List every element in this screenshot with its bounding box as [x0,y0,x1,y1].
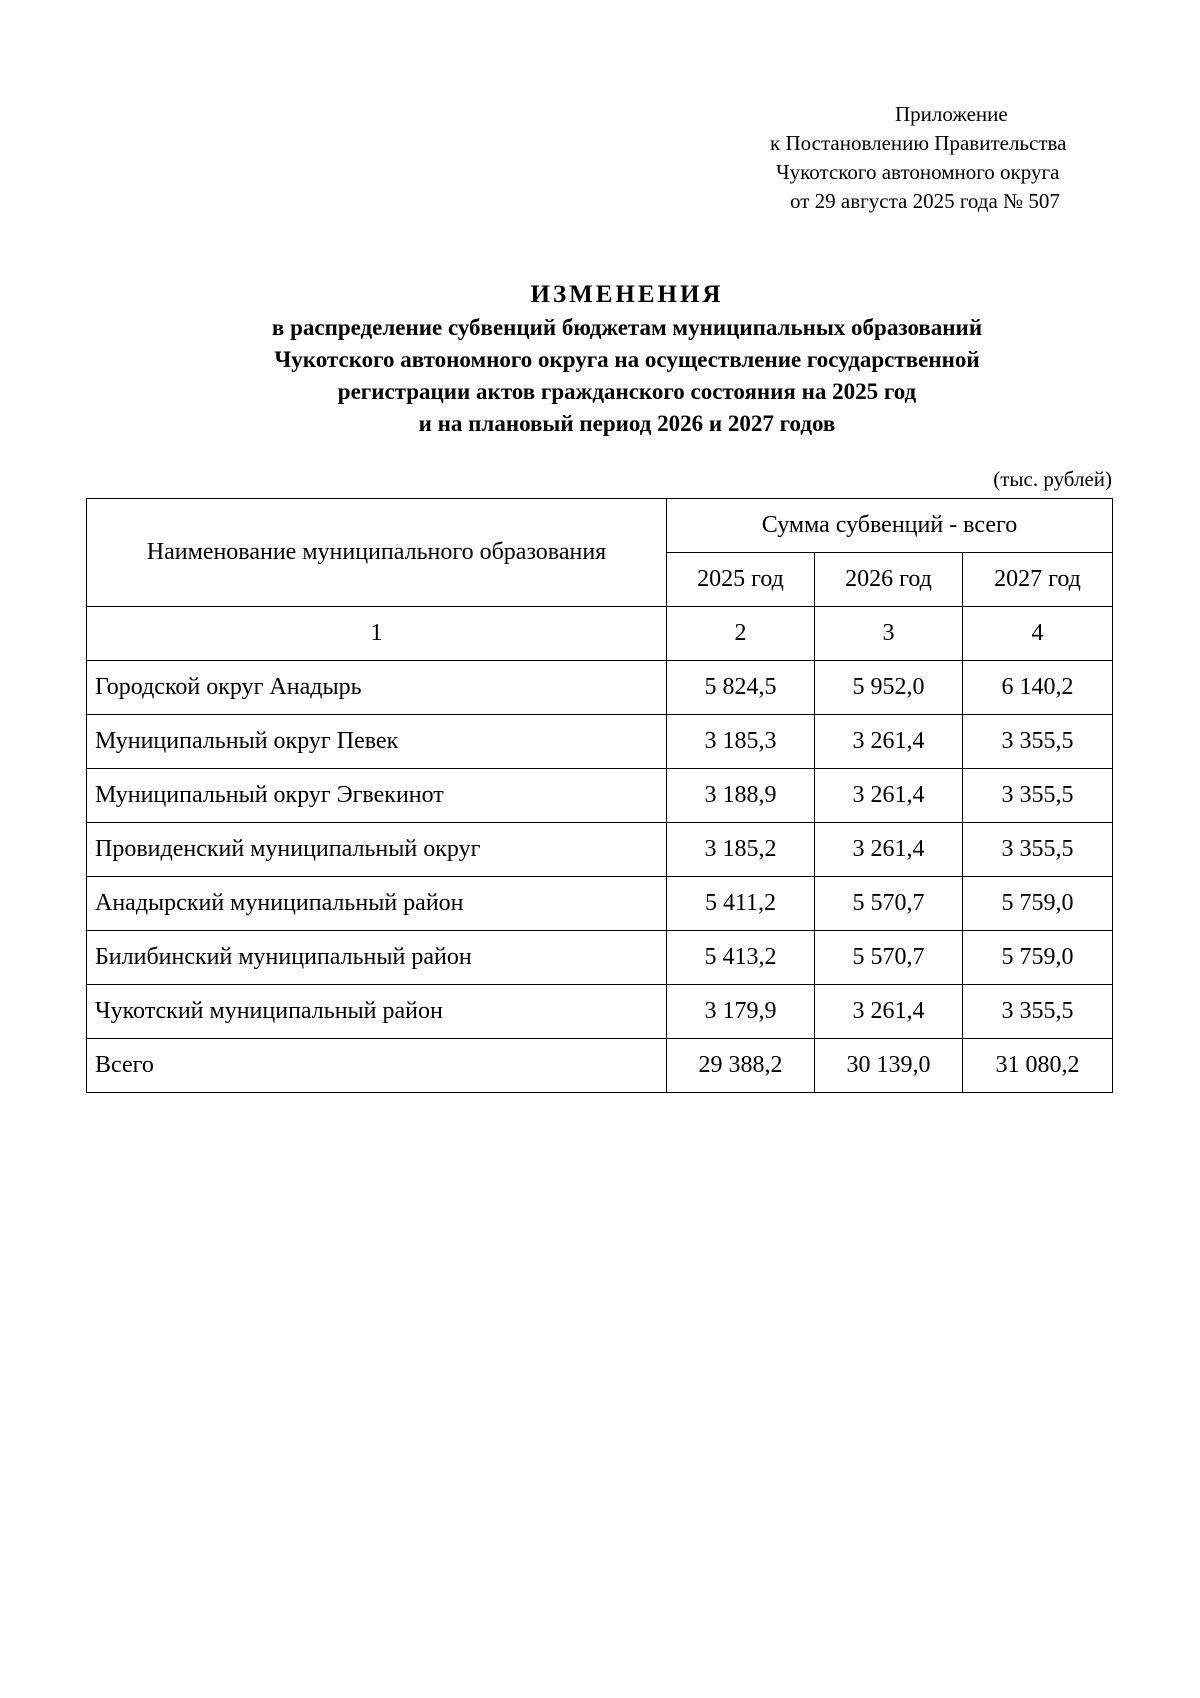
appendix-reference [760,100,1120,216]
table-row [87,661,1113,715]
row-value-2027: 3 355,5 [963,823,1113,877]
total-row [87,1039,1113,1093]
total-value-2027: 31 080,2 [963,1039,1113,1093]
row-value-2025: 3 185,3 [667,715,815,769]
table-row [87,823,1113,877]
appendix-line-3: Чукотского автономного округа [776,160,1060,184]
appendix-line-2: к Постановлению Правительства [770,131,1067,155]
appendix-line-4: от 29 августа 2025 года № 507 [790,189,1060,213]
row-value-2025: 5 411,2 [667,877,815,931]
row-value-2025: 5 413,2 [667,931,815,985]
table-row [87,985,1113,1039]
row-value-2027: 5 759,0 [963,877,1113,931]
row-value-2026: 3 261,4 [815,715,963,769]
table-row [87,877,1113,931]
row-value-2026: 3 261,4 [815,823,963,877]
document-title [0,278,1200,440]
title-main: ИЗМЕНЕНИЯ [530,281,724,308]
row-value-2027: 5 759,0 [963,931,1113,985]
row-name: Городской округ Анадырь [87,661,667,715]
table-row [87,769,1113,823]
row-value-2026: 5 570,7 [815,877,963,931]
row-value-2025: 5 824,5 [667,661,815,715]
row-value-2027: 3 355,5 [963,769,1113,823]
table-row [87,931,1113,985]
row-name: Муниципальный округ Эгвекинот [87,769,667,823]
index-cell-2: 2 [667,607,815,661]
row-name: Чукотский муниципальный район [87,985,667,1039]
row-value-2025: 3 188,9 [667,769,815,823]
index-cell-4: 4 [963,607,1113,661]
row-value-2027: 3 355,5 [963,715,1113,769]
row-value-2026: 5 570,7 [815,931,963,985]
total-name: Всего [87,1039,667,1093]
header-year-2025: 2025 год [667,553,815,607]
table-row [87,715,1113,769]
total-value-2025: 29 388,2 [667,1039,815,1093]
row-value-2027: 6 140,2 [963,661,1113,715]
title-line-1: в распределение субвенций бюджетам муниципальных образований [271,315,983,340]
header-row-1 [87,499,1113,553]
units-label: (тыс. рублей) [993,467,1112,491]
row-value-2026: 3 261,4 [815,985,963,1039]
row-name: Анадырский муниципальный район [87,877,667,931]
index-row [87,607,1113,661]
header-name: Наименование муниципального образования [87,499,667,607]
row-value-2026: 3 261,4 [815,769,963,823]
row-value-2027: 3 355,5 [963,985,1113,1039]
index-cell-3: 3 [815,607,963,661]
row-name: Билибинский муниципальный район [87,931,667,985]
row-value-2025: 3 185,2 [667,823,815,877]
index-cell-1: 1 [87,607,667,661]
row-name: Провиденский муниципальный округ [87,823,667,877]
header-sum: Сумма субвенций - всего [667,499,1113,553]
subsidy-table [86,498,1113,1093]
header-year-2026: 2026 год [815,553,963,607]
total-value-2026: 30 139,0 [815,1039,963,1093]
row-name: Муниципальный округ Певек [87,715,667,769]
appendix-line-1: Приложение [895,102,1008,126]
row-value-2026: 5 952,0 [815,661,963,715]
title-line-3: регистрации актов гражданского состояния на 2025 год [337,379,917,404]
header-year-2027: 2027 год [963,553,1113,607]
row-value-2025: 3 179,9 [667,985,815,1039]
title-line-4: и на плановый период 2026 и 2027 годов [418,411,836,436]
title-line-2: Чукотского автономного округа на осуществление государственной [274,347,980,372]
